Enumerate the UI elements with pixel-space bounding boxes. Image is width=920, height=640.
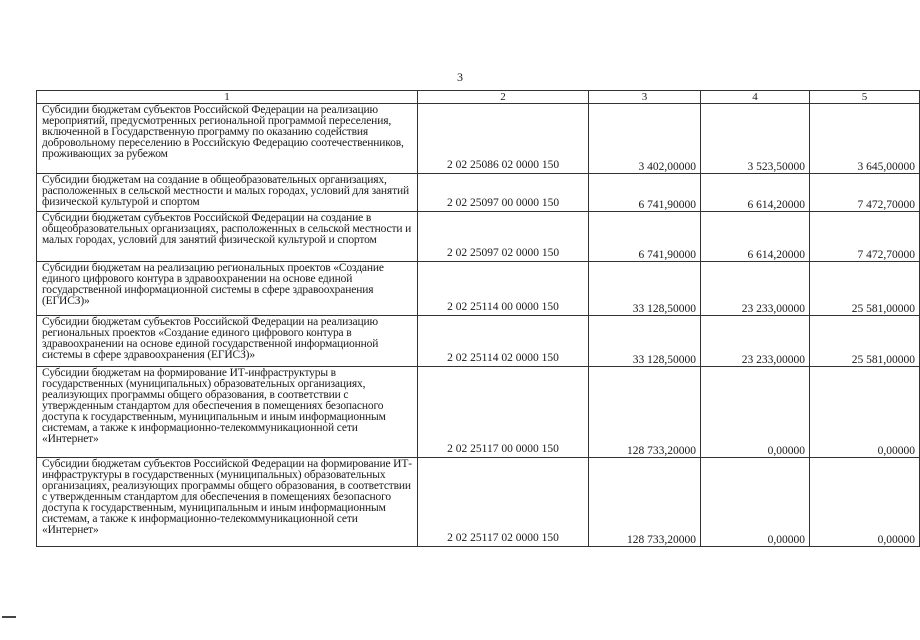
row-value-col5: 25 581,00000 (810, 262, 920, 316)
row-value-col3: 128 733,20000 (589, 458, 701, 547)
row-value-col4: 23 233,00000 (701, 262, 810, 316)
row-value-col3: 128 733,20000 (589, 367, 701, 458)
row-value-col4: 3 523,50000 (701, 104, 810, 174)
row-value-col5: 3 645,00000 (810, 104, 920, 174)
row-value-col5: 7 472,70000 (810, 212, 920, 262)
row-description: Субсидии бюджетам на реализацию региональных проектов «Создание единого цифрового контура в здравоохранении на основе единой государственной информационной системы в сфере здравоохранения (ЕГИСЗ)» (37, 262, 418, 316)
row-code: 2 02 25114 00 0000 150 (418, 262, 589, 316)
row-description: Субсидии бюджетам субъектов Российской Федерации на реализацию региональных проектов «Создание единого цифрового контура в здравоохранении на основе единой государственной информационной системы в сфере здравоохранения (ЕГИСЗ)» (37, 316, 418, 367)
row-code: 2 02 25117 00 0000 150 (418, 367, 589, 458)
scan-edge-mark (2, 616, 16, 618)
table-row (37, 316, 920, 367)
row-value-col4: 23 233,00000 (701, 316, 810, 367)
row-value-col5: 7 472,70000 (810, 174, 920, 212)
row-code: 2 02 25086 02 0000 150 (418, 104, 589, 174)
row-value-col4: 6 614,20000 (701, 174, 810, 212)
row-code: 2 02 25114 02 0000 150 (418, 316, 589, 367)
table-row (37, 262, 920, 316)
row-value-col4: 0,00000 (701, 367, 810, 458)
table-row (37, 367, 920, 458)
row-value-col3: 33 128,50000 (589, 316, 701, 367)
table-row (37, 174, 920, 212)
table-row (37, 458, 920, 547)
page-number: 3 (457, 70, 463, 84)
row-description: Субсидии бюджетам на формирование ИТ-инфраструктуры в государственных (муниципальных) образовательных организациях, реализующих программы общего образования, в соответствии с утвержденным стандартом для обеспечения в помещениях безопасного доступа к государственным, муниципальным и иным информационным системам, а также к информационно-телекоммуникационной сети «Интернет» (37, 367, 418, 458)
row-value-col5: 0,00000 (810, 458, 920, 547)
row-value-col4: 6 614,20000 (701, 212, 810, 262)
row-description: Субсидии бюджетам субъектов Российской Федерации на создание в общеобразовательных организациях, расположенных в сельской местности и малых городах, условий для занятий физической культурой и спортом (37, 212, 418, 262)
row-value-col3: 33 128,50000 (589, 262, 701, 316)
row-value-col3: 6 741,90000 (589, 212, 701, 262)
row-description: Субсидии бюджетам на создание в общеобразовательных организациях, расположенных в сельской местности и малых городах, условий для занятий физической культурой и спортом (37, 174, 418, 212)
row-value-col5: 0,00000 (810, 367, 920, 458)
row-value-col3: 3 402,00000 (589, 104, 701, 174)
header-col-2: 2 (418, 91, 589, 104)
budget-table (36, 90, 920, 547)
header-col-5: 5 (810, 91, 920, 104)
table-row (37, 212, 920, 262)
table-row (37, 104, 920, 174)
header-col-4: 4 (701, 91, 810, 104)
row-description: Субсидии бюджетам субъектов Российской Федерации на формирование ИТ-инфраструктуры в государственных (муниципальных) образовательных организациях, реализующих программы общего образования, в соответствии с утвержденным стандартом для обеспечения в помещениях безопасного доступа к государственным, муниципальным и иным информационным системам, а также к информационно-телекоммуникационной сети «Интернет» (37, 458, 418, 547)
row-value-col3: 6 741,90000 (589, 174, 701, 212)
row-code: 2 02 25097 02 0000 150 (418, 212, 589, 262)
row-value-col4: 0,00000 (701, 458, 810, 547)
header-col-1: 1 (37, 91, 418, 104)
row-description: Субсидии бюджетам субъектов Российской Федерации на реализацию мероприятий, предусмотренных региональной программой переселения, включенной в Государственную программу по оказанию содействия добровольному переселению в Российскую Федерацию соотечественников, проживающих за рубежом (37, 104, 418, 174)
row-code: 2 02 25097 00 0000 150 (418, 174, 589, 212)
row-code: 2 02 25117 02 0000 150 (418, 458, 589, 547)
header-col-3: 3 (589, 91, 701, 104)
row-value-col5: 25 581,00000 (810, 316, 920, 367)
header-row (37, 91, 920, 104)
